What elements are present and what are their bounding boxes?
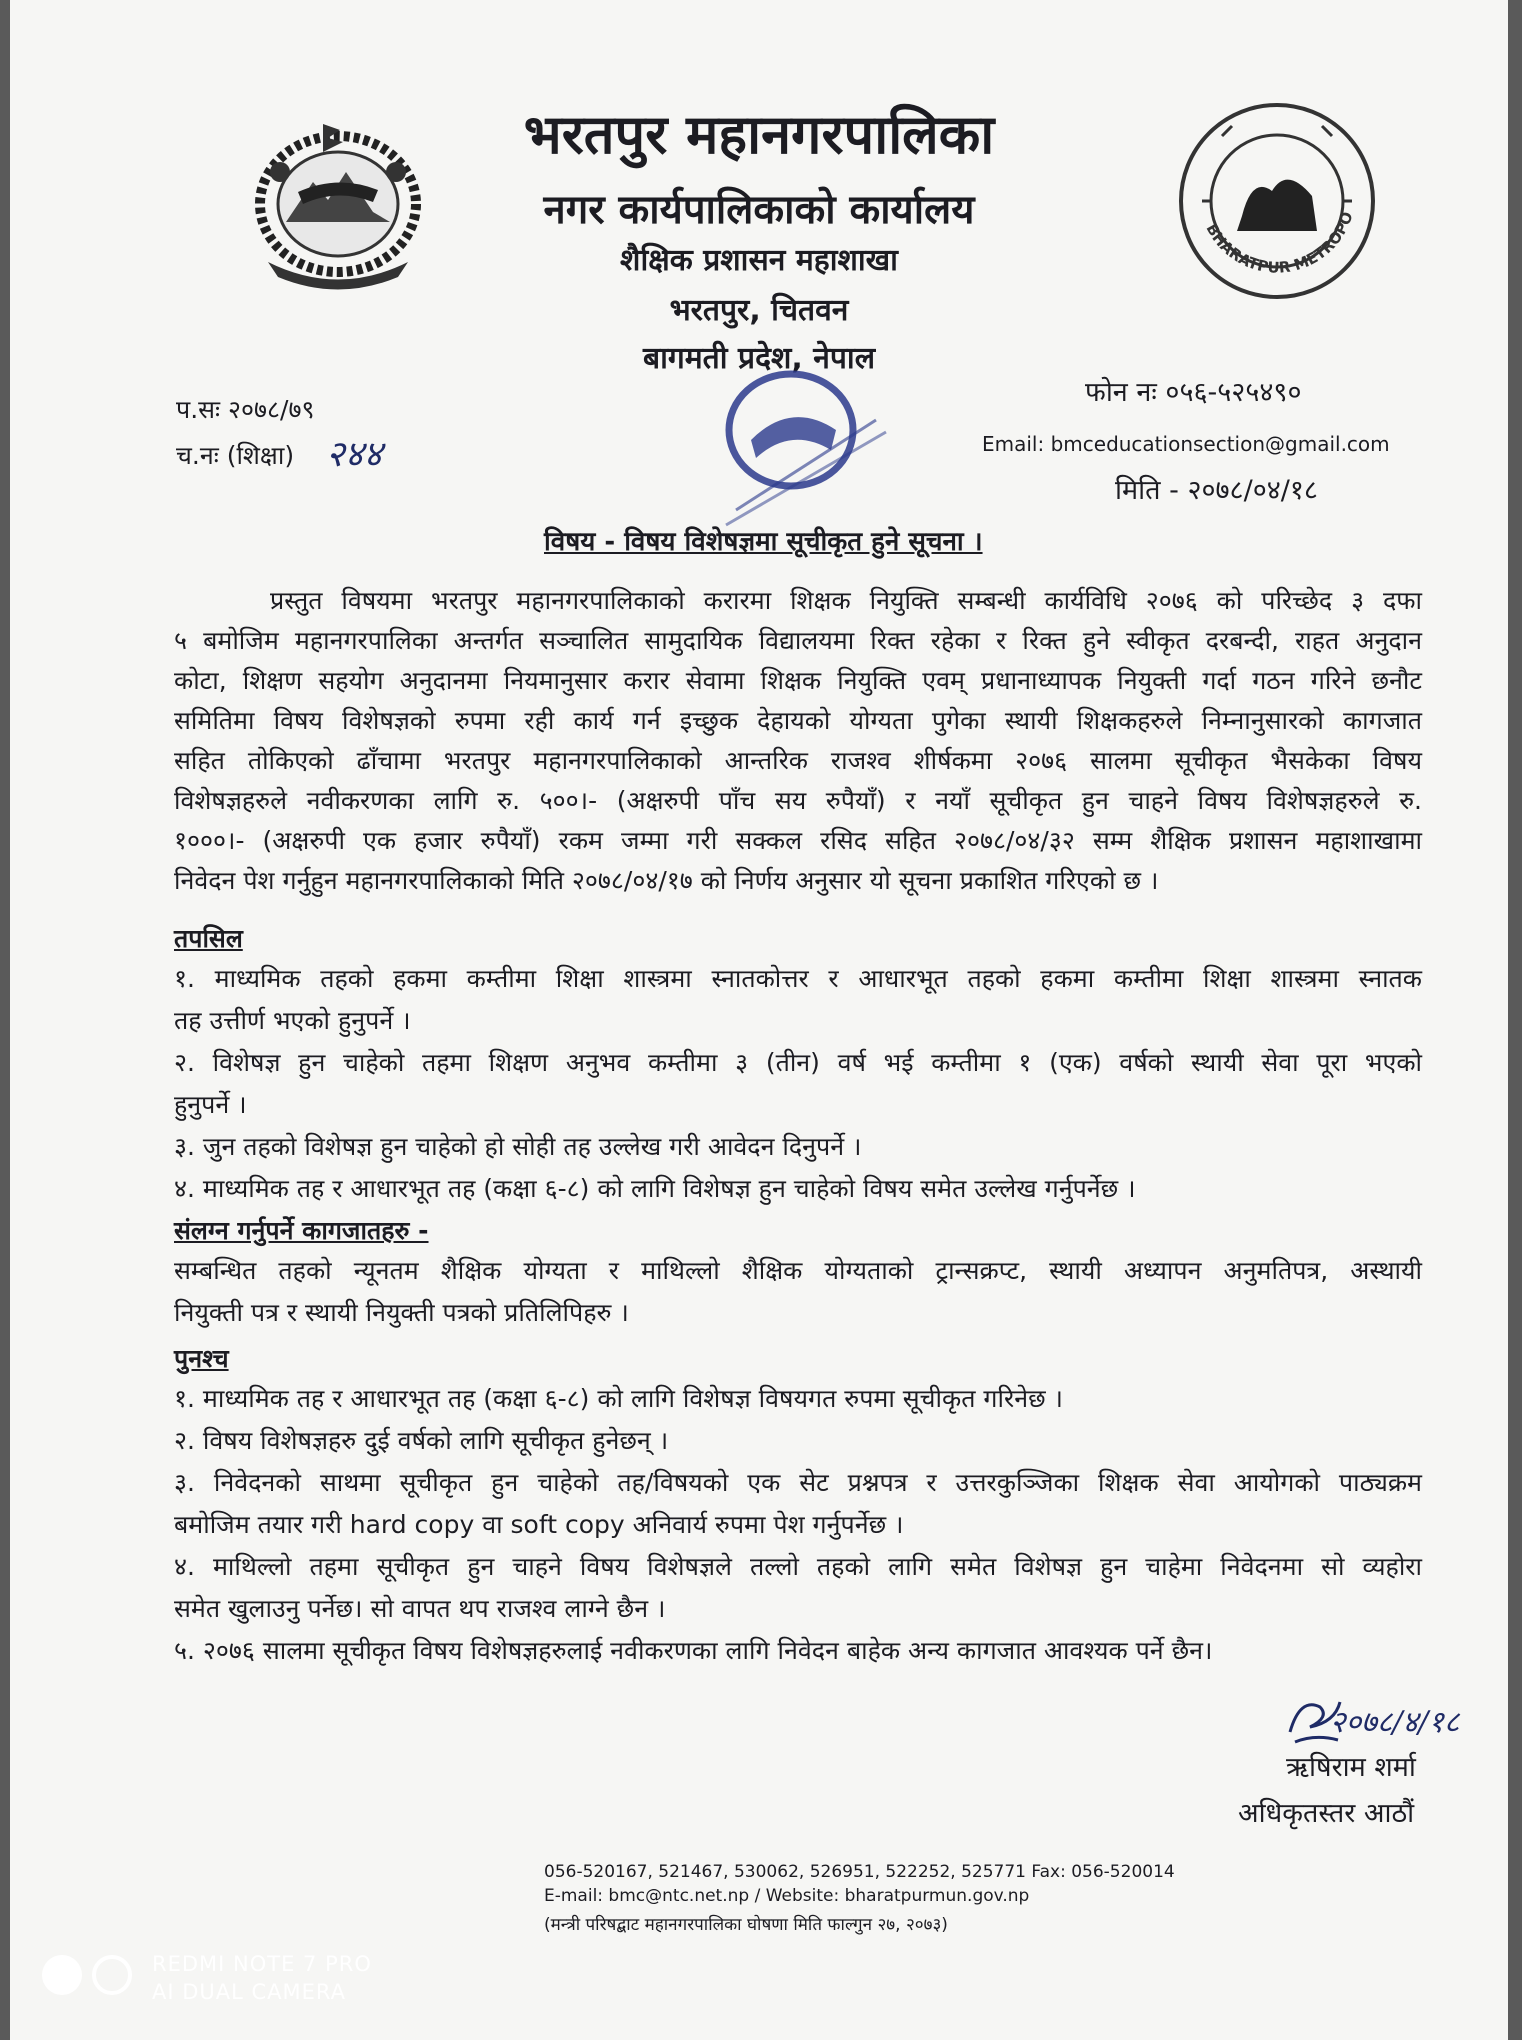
signatory-designation: अधिकृतस्तर आठौं bbox=[1238, 1798, 1415, 1829]
body-line: समितिमा विषय विशेषज्ञको रुपमा रही कार्य गर्न इच्छुक देहायको योग्यता पुगेका स्थायी शिक्षकहरुले निम्नानुसारको कागजात bbox=[174, 706, 1422, 735]
punashcha-heading: पुनश्च bbox=[174, 1344, 229, 1373]
branch-name: शैक्षिक प्रशासन महाशाखा bbox=[620, 243, 898, 278]
province-name: बागमती प्रदेश, नेपाल bbox=[642, 341, 876, 376]
date-value: २०७८/०४/१८ bbox=[1187, 475, 1318, 506]
document-page bbox=[10, 0, 1508, 2040]
signature-date: २०७८/४/१८ bbox=[1330, 1705, 1460, 1740]
list-item: २. विशेषज्ञ हुन चाहेको तहमा शिक्षण अनुभव कम्तीमा ३ (तीन) वर्ष भई कम्तीमा १ (एक) वर्षको स्थायी सेवा पूरा भएको bbox=[174, 1048, 1422, 1077]
phone-number: फोन नः ०५६-५२५४९० bbox=[1085, 377, 1302, 408]
list-item-continued: बमोजिम तयार गरी hard copy वा soft copy अनिवार्य रुपमा पेश गर्नुपर्नेछ । bbox=[174, 1510, 904, 1539]
body-line: कोटा, शिक्षण सहयोग अनुदानमा नियमानुसार करार सेवामा शिक्षक नियुक्ति एवम् प्रधानाध्यापक नियुक्ती गर्दा गठन गरिने छनौट bbox=[174, 666, 1422, 695]
list-item-continued: हुनुपर्ने । bbox=[174, 1090, 247, 1119]
list-item-continued: तह उत्तीर्ण भएको हुनुपर्ने । bbox=[174, 1006, 411, 1035]
footer-declaration: (मन्त्री परिषद्बाट महानगरपालिका घोषणा मिति फाल्गुन २७, २०७३) bbox=[544, 1915, 948, 1935]
list-item: २. विषय विशेषज्ञहरु दुई वर्षको लागि सूचीकृत हुनेछन् । bbox=[174, 1426, 669, 1455]
city-name: भरतपुर, चितवन bbox=[669, 293, 849, 328]
dispatch-label: च.नः (शिक्षा) bbox=[176, 441, 295, 470]
signatory-name: ऋषिराम शर्मा bbox=[1286, 1752, 1416, 1783]
watermark-camera: AI DUAL CAMERA bbox=[152, 1980, 347, 2004]
attachments-line: नियुक्ती पत्र र स्थायी नियुक्ती पत्रको प्रतिलिपिहरु । bbox=[174, 1298, 629, 1327]
attachments-text bbox=[174, 1258, 1422, 1342]
list-item: ४. माध्यमिक तह र आधारभूत तह (कक्षा ६-८) को लागि विशेषज्ञ हुन चाहेको विषय समेत उल्लेख गर्नुपर्नेछ । bbox=[174, 1174, 1136, 1203]
seal-text: BHARATPUR METROPO bbox=[1202, 209, 1357, 277]
date-label: मिति - bbox=[1115, 475, 1188, 506]
list-item-continued: समेत खुलाउनु पर्नेछ। सो वापत थप राजश्व लाग्ने छैन । bbox=[174, 1594, 666, 1623]
camera-lens-icon bbox=[40, 1950, 140, 2000]
list-item: ३. जुन तहको विशेषज्ञ हुन चाहेको हो सोही तह उल्लेख गरी आवेदन दिनुपर्ने । bbox=[174, 1132, 862, 1161]
body-line: निवेदन पेश गर्नुहुन महानगरपालिकाको मिति २०७८/०४/१७ को निर्णय अनुसार यो सूचना प्रकाशित गरिएको छ । bbox=[174, 866, 1159, 895]
body-line: ५ बमोजिम महानगरपालिका अन्तर्गत सञ्चालित सामुदायिक विद्यालयमा रिक्त रहेका र रिक्त हुने स्वीकृत दरबन्दी, राहत अनुदान bbox=[174, 626, 1422, 655]
tapasil-heading: तपसिल bbox=[174, 924, 243, 953]
watermark-model: REDMI NOTE 7 PRO bbox=[152, 1952, 372, 1976]
notice-subject: विषय - विषय विशेषज्ञमा सूचीकृत हुने सूचना । bbox=[544, 527, 983, 557]
office-subtitle: नगर कार्यपालिकाको कार्यालय bbox=[543, 187, 975, 233]
attachments-line: सम्बन्धित तहको न्यूनतम शैक्षिक योग्यता र माथिल्लो शैक्षिक योग्यताको ट्रान्सक्रप्ट, स्थायी अध्यापन अनुमतिपत्र, अस्थायी bbox=[174, 1256, 1422, 1285]
office-title: भरतपुर महानगरपालिका bbox=[523, 103, 995, 166]
list-item: ४. माथिल्लो तहमा सूचीकृत हुन चाहने विषय विशेषज्ञले तल्लो तहको लागि समेत विशेषज्ञ हुन चाहेमा निवेदनमा सो व्यहोरा bbox=[174, 1552, 1422, 1581]
punashcha-list bbox=[174, 1386, 1422, 1680]
footer-contact: 056-520167, 521467, 530062, 526951, 522252, 525771 Fax: 056-520014 bbox=[544, 1862, 1175, 1882]
body-line: १०००।- (अक्षरुपी एक हजार रुपैयाँ) रकम जम्मा गरी सक्कल रसिद सहित २०७८/०४/३२ सम्म शैक्षिक प्रशासन महाशाखामा bbox=[174, 826, 1422, 855]
list-item: ५. २०७६ सालमा सूचीकृत विषय विशेषज्ञहरुलाई नवीकरणका लागि निवेदन बाहेक अन्य कागजात आवश्यक पर्ने छैन। bbox=[174, 1636, 1213, 1665]
body-line: सहित तोकिएको ढाँचामा भरतपुर महानगरपालिकाको आन्तरिक राजश्व शीर्षकमा २०७६ सालमा सूचीकृत भैसकेका विषय bbox=[174, 746, 1422, 775]
body-line: प्रस्तुत विषयमा भरतपुर महानगरपालिकाको करारमा शिक्षक नियुक्ति सम्बन्धी कार्यविधि २०७६ को परिच्छेद ३ दफा bbox=[270, 586, 1422, 615]
email-address: Email: bmceducationsection@gmail.com bbox=[982, 432, 1390, 456]
body-line: विशेषज्ञहरुले नवीकरणका लागि रु. ५००।- (अक्षरुपी पाँच सय रुपैयाँ) र नयाँ सूचीकृत हुन चाहने विषय विशेषज्ञहरुले रु. bbox=[174, 786, 1422, 815]
reference-number: प.सः २०७८/७९ bbox=[176, 395, 315, 424]
list-item: १. माध्यमिक तह र आधारभूत तह (कक्षा ६-८) को लागि विशेषज्ञ विषयगत रुपमा सूचीकृत गरिनेछ । bbox=[174, 1384, 1064, 1413]
list-item: १. माध्यमिक तहको हकमा कम्तीमा शिक्षा शास्त्रमा स्नातकोत्तर र आधारभूत तहको हकमा कम्तीमा शिक्षा शास्त्रमा स्नातक bbox=[174, 964, 1422, 993]
list-item: ३. निवेदनको साथमा सूचीकृत हुन चाहेको तह/विषयको एक सेट प्रश्नपत्र र उत्तरकुञ्जिका शिक्षक सेवा आयोगको पाठ्यक्रम bbox=[174, 1468, 1422, 1497]
dispatch-number: २४४ bbox=[326, 434, 383, 475]
office-stamp-icon bbox=[696, 360, 896, 530]
body-paragraph bbox=[174, 588, 1422, 908]
footer-web: E-mail: bmc@ntc.net.np / Website: bharatpurmun.gov.np bbox=[544, 1886, 1030, 1906]
attachments-heading: संलग्न गर्नुपर्ने कागजातहरु - bbox=[174, 1216, 429, 1245]
tapasil-list bbox=[174, 966, 1422, 1218]
